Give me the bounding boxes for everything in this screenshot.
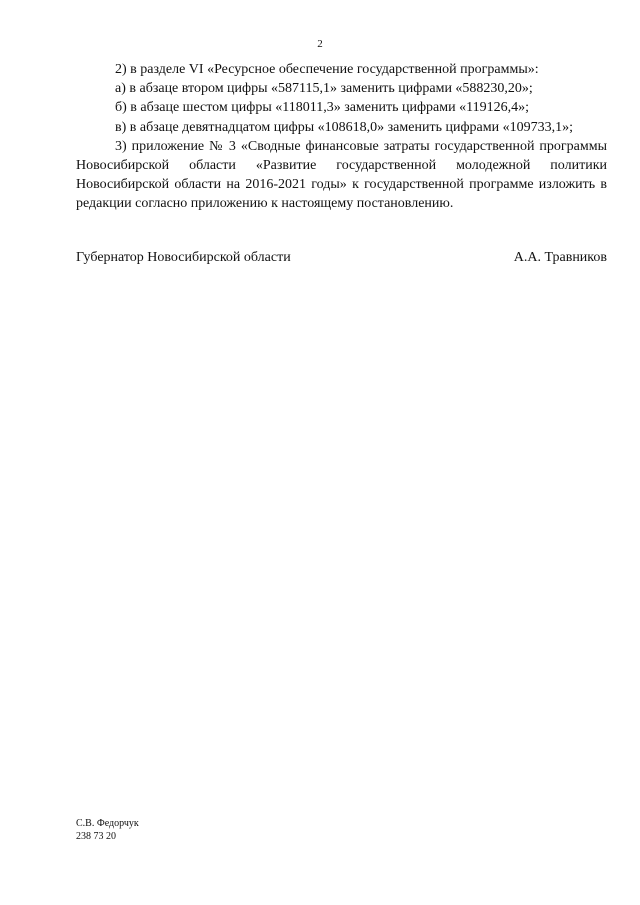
executor-name: С.В. Федорчук <box>76 818 139 829</box>
paragraph-item-v: в) в абзаце девятнадцатом цифры «108618,0» заменить цифрами «109733,1»; <box>115 119 573 135</box>
paragraph-item-a: а) в абзаце втором цифры «587115,1» заменить цифрами «588230,20»; <box>115 81 533 97</box>
executor-block <box>76 818 139 843</box>
signature-block <box>76 250 607 266</box>
executor-phone: 238 73 20 <box>76 830 116 842</box>
signatory-name: А.А. Травников <box>513 250 607 265</box>
page-number: 2 <box>317 38 323 50</box>
document-body <box>76 60 607 214</box>
signatory-position: Губернатор Новосибирской области <box>76 250 291 265</box>
paragraph-section-vi: 2) в разделе VI «Ресурсное обеспечение государственной программы»: <box>115 62 539 77</box>
paragraph-appendix-3: 3) приложение № 3 «Сводные финансовые затраты государственной программы Новосибирской области «Развитие государственной молодежной политики Новосибирской области на 2016-2021 годы» к государственной программе изложить в редакции согласно приложению к настоящему постановлению. <box>76 138 607 212</box>
paragraph-item-b: б) в абзаце шестом цифры «118011,3» заменить цифрами «119126,4»; <box>115 100 529 116</box>
